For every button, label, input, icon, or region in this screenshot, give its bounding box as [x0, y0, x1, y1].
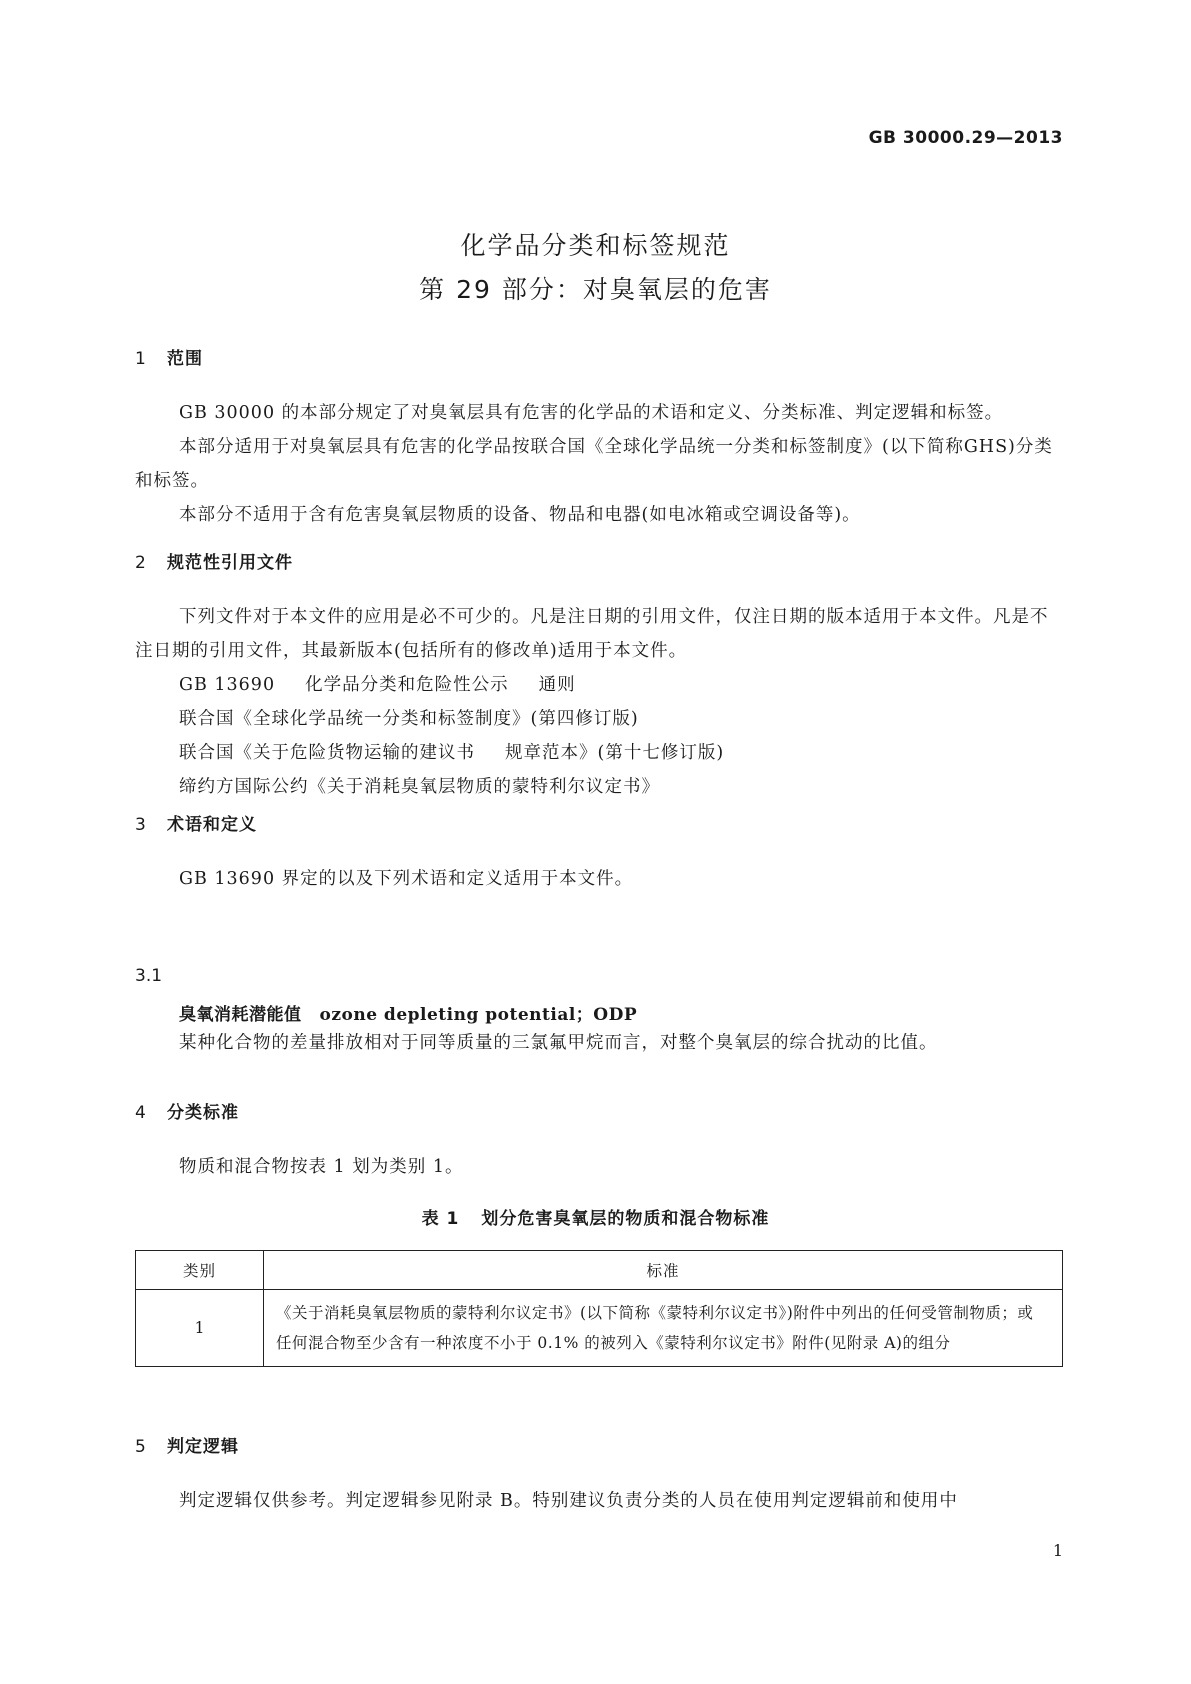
reference-item	[135, 736, 1063, 770]
reference-code: GB 13690	[179, 675, 276, 695]
reference-title: 联合国《关于危险货物运输的建议书	[179, 743, 475, 763]
term-heading	[179, 1000, 637, 1025]
paragraph: 判定逻辑仅供参考。判定逻辑参见附录 B。特别建议负责分类的人员在使用判定逻辑前和使用中	[179, 1491, 958, 1511]
section-title: 术语和定义	[167, 815, 257, 835]
paragraph: 某种化合物的差量排放相对于同等质量的三氯氟甲烷而言，对整个臭氧层的综合扰动的比值。	[179, 1033, 938, 1053]
section-4-heading	[135, 1098, 239, 1123]
paragraph: 本部分不适用于含有危害臭氧层物质的设备、物品和电器(如电冰箱或空调设备等)。	[179, 505, 861, 525]
category-cell: 1	[136, 1290, 264, 1367]
section-title: 范围	[167, 349, 203, 369]
title-line-1: 化学品分类和标签规范	[460, 231, 731, 260]
criteria-line: 任何混合物至少含有一种浓度不小于 0.1% 的被列入《蒙特利尔议定书》附件(见附录 A)的组分	[276, 1334, 951, 1352]
reference-item	[135, 668, 1063, 702]
table-row	[136, 1290, 1063, 1367]
paragraph: 物质和混合物按表 1 划为类别 1。	[179, 1157, 464, 1177]
column-header-category: 类别	[136, 1251, 264, 1290]
section-title: 分类标准	[167, 1103, 239, 1123]
document-title	[0, 224, 1191, 312]
reference-title: 化学品分类和危险性公示	[305, 675, 509, 695]
reference-item	[135, 702, 1063, 736]
section-number: 3	[135, 815, 147, 835]
section-5-body	[135, 1484, 1063, 1518]
criteria-cell	[264, 1290, 1063, 1367]
reference-extra: 规章范本》(第十七修订版)	[505, 743, 725, 763]
reference-title: 缔约方国际公约《关于消耗臭氧层物质的蒙特利尔议定书》	[179, 777, 660, 797]
term-number: 3.1	[135, 966, 163, 986]
section-3-heading	[135, 810, 257, 835]
section-5-heading	[135, 1432, 239, 1457]
paragraph: GB 30000 的本部分规定了对臭氧层具有危害的化学品的术语和定义、分类标准、判定逻辑和标签。	[179, 403, 1004, 423]
section-title: 规范性引用文件	[167, 553, 293, 573]
term-definition	[135, 1026, 1063, 1060]
table-caption-title: 划分危害臭氧层的物质和混合物标准	[481, 1209, 770, 1229]
table-header-row	[136, 1251, 1063, 1290]
section-4-intro	[135, 1150, 1063, 1184]
criteria-table	[135, 1250, 1063, 1367]
term-english: ozone depleting potential；ODP	[319, 1005, 638, 1025]
section-title: 判定逻辑	[167, 1437, 239, 1457]
section-1-body	[135, 396, 1063, 532]
section-number: 2	[135, 553, 147, 573]
reference-item	[135, 770, 1063, 804]
reference-title: 联合国《全球化学品统一分类和标签制度》(第四修订版)	[179, 709, 639, 729]
section-3-intro	[135, 862, 1063, 896]
page-number: 1	[1052, 1541, 1063, 1560]
title-line-2: 第 29 部分：对臭氧层的危害	[419, 275, 772, 304]
section-number: 1	[135, 349, 147, 369]
paragraph: 下列文件对于本文件的应用是必不可少的。凡是注日期的引用文件，仅注日期的版本适用于本文件。凡是不注日期的引用文件，其最新版本(包括所有的修改单)适用于本文件。	[135, 607, 1049, 661]
standard-number: GB 30000.29—2013	[868, 128, 1063, 148]
table-caption-label: 表 1	[421, 1209, 460, 1229]
paragraph: 本部分适用于对臭氧层具有危害的化学品按联合国《全球化学品统一分类和标签制度》(以下简称GHS)分类和标签。	[135, 437, 1053, 491]
reference-extra: 通则	[538, 675, 576, 695]
table-caption	[0, 1204, 1191, 1229]
criteria-line: 《关于消耗臭氧层物质的蒙特利尔议定书》(以下简称《蒙特利尔议定书》)附件中列出的任何受管制物质；或	[276, 1304, 1034, 1322]
term-chinese: 臭氧消耗潜能值	[179, 1005, 302, 1025]
section-number: 4	[135, 1103, 147, 1123]
section-2-heading	[135, 548, 293, 573]
section-2-body	[135, 600, 1063, 804]
section-1-heading	[135, 344, 203, 369]
section-number: 5	[135, 1437, 147, 1457]
column-header-criteria: 标准	[264, 1251, 1063, 1290]
paragraph: GB 13690 界定的以及下列术语和定义适用于本文件。	[179, 869, 634, 889]
